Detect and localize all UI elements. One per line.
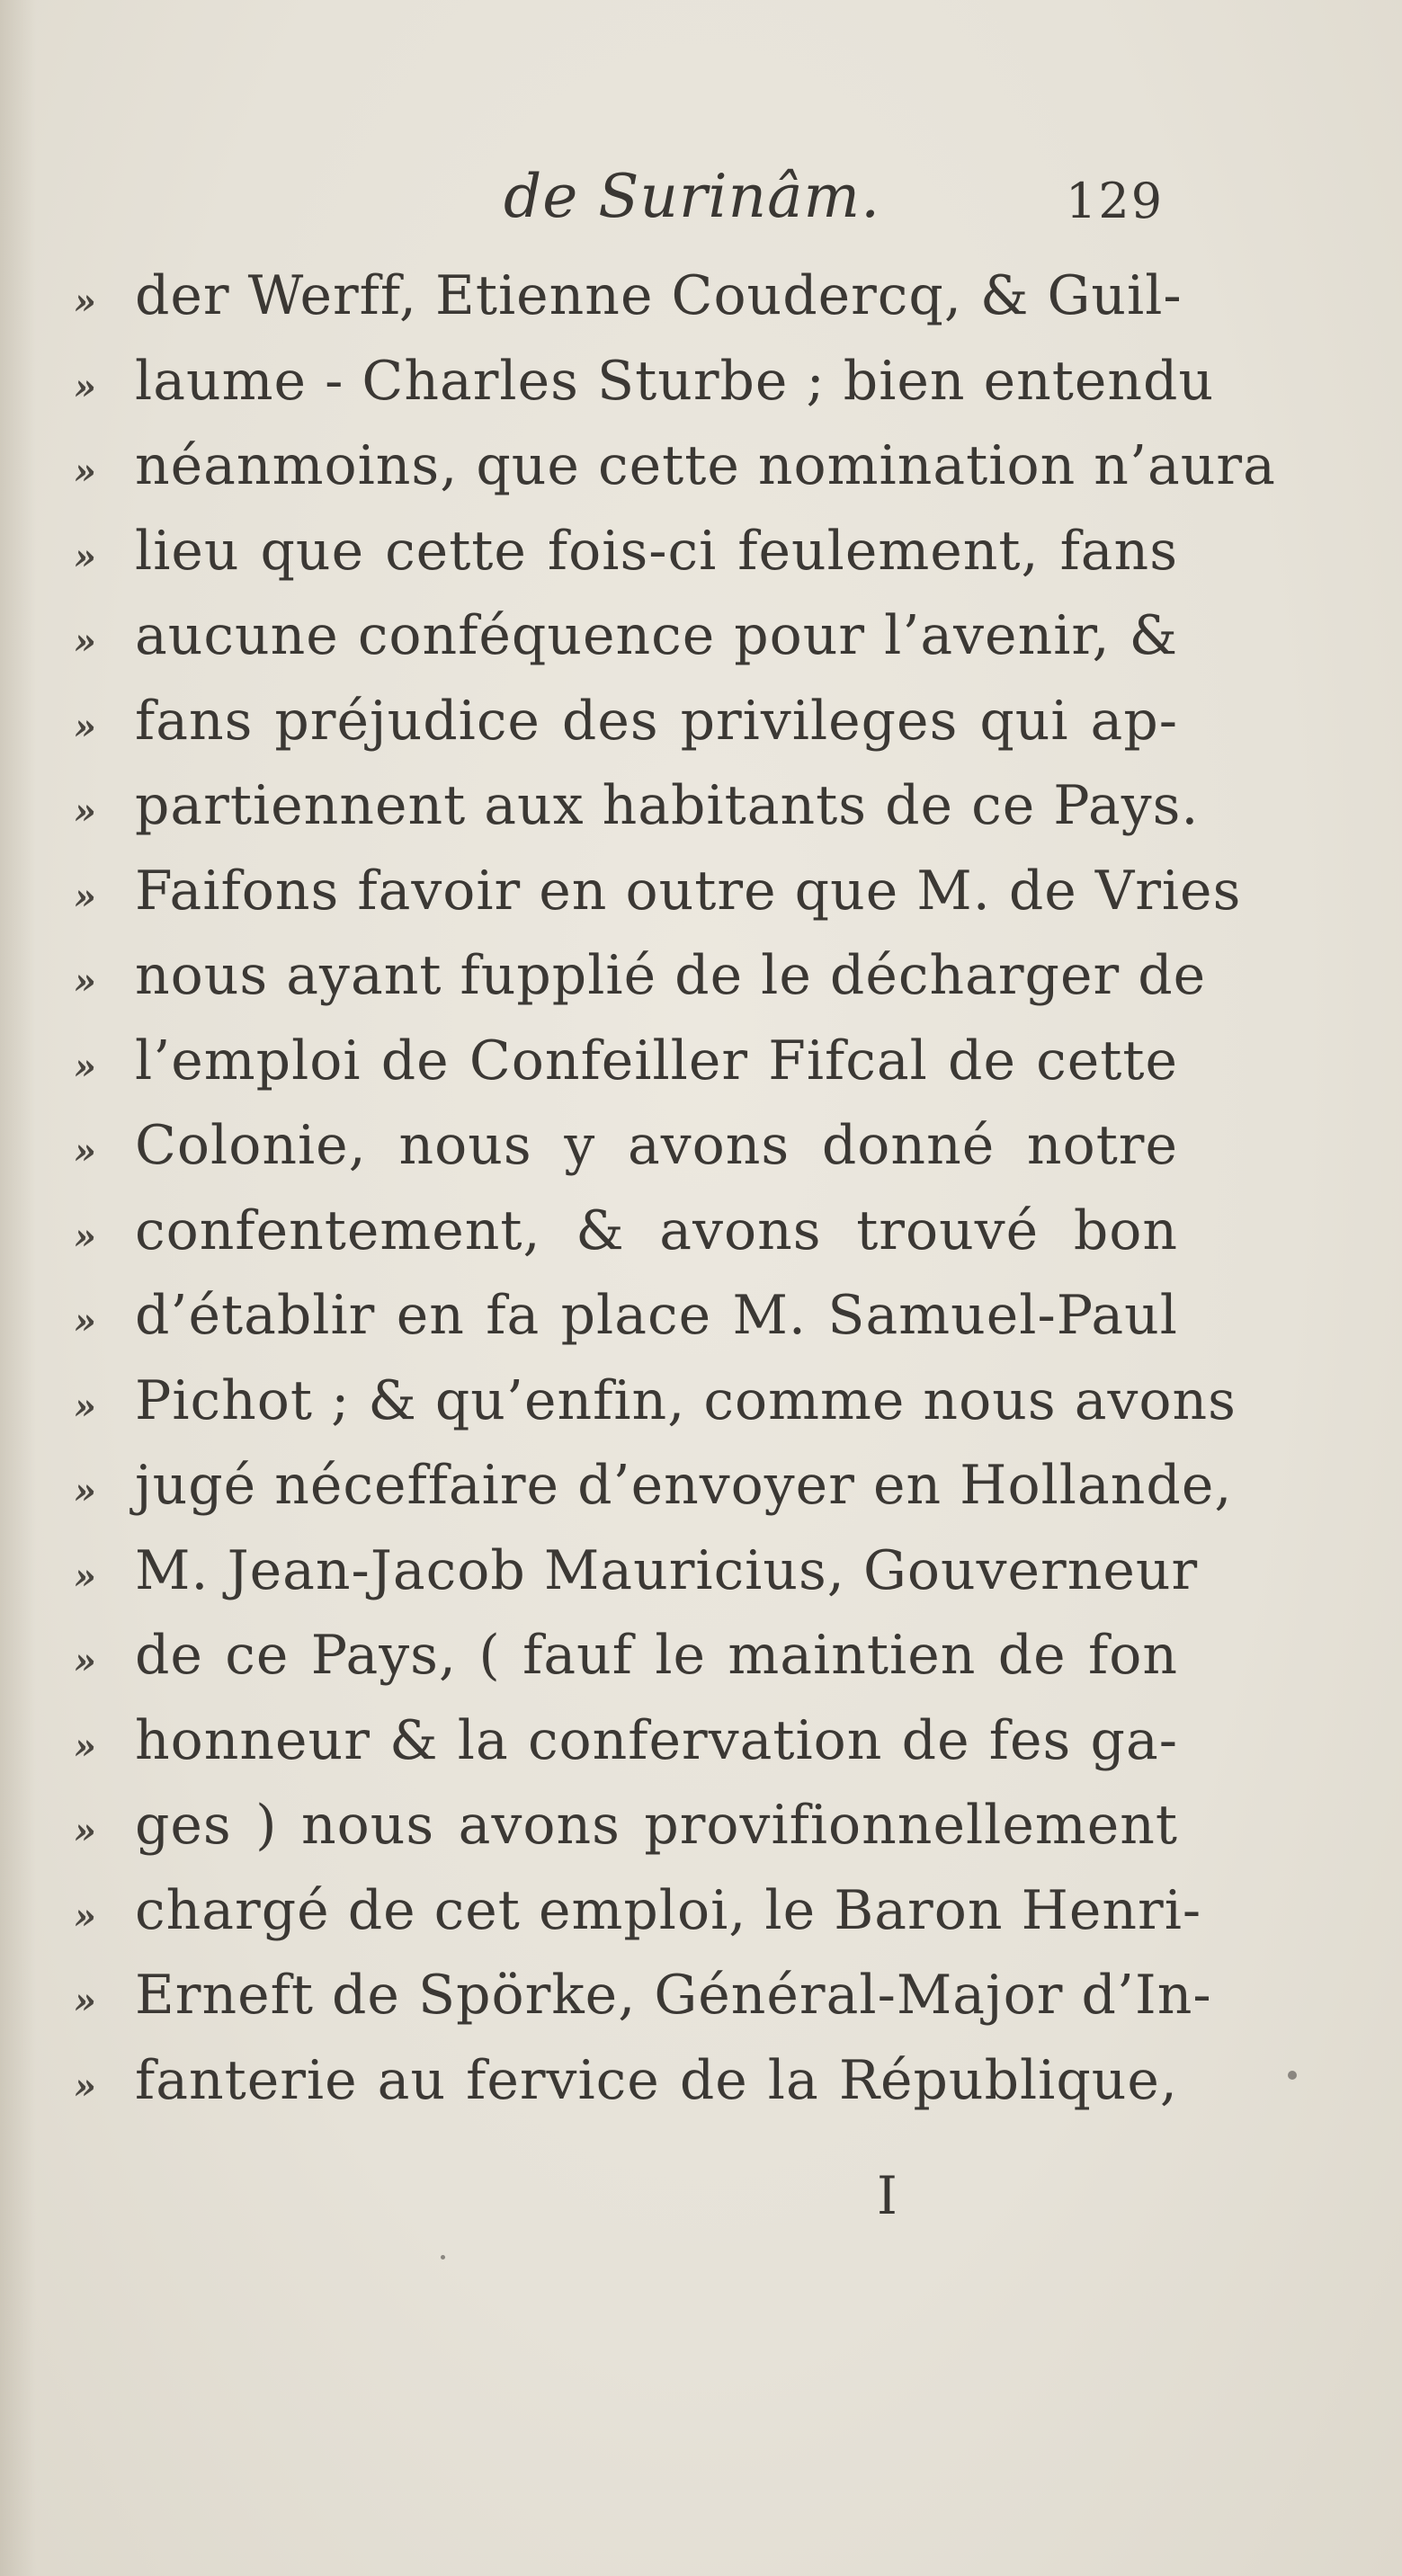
line-text: de ce Pays, ( fauf le maintien de fon bbox=[135, 1624, 1178, 1687]
quote-mark: » bbox=[74, 1045, 96, 1088]
line-text: Colonie, nous y avons donné notre bbox=[135, 1114, 1178, 1177]
line-text: jugé néceffaire d’envoyer en Hollande, bbox=[135, 1454, 1233, 1517]
text-line bbox=[0, 1103, 1402, 1189]
text-line bbox=[0, 423, 1402, 509]
text-line bbox=[0, 1443, 1402, 1529]
page-number: 129 bbox=[1066, 173, 1165, 229]
line-text: laume - Charles Sturbe ; bien entendu bbox=[135, 349, 1215, 413]
text-line bbox=[0, 2038, 1402, 2124]
text-line bbox=[0, 1189, 1402, 1274]
line-text: aucune conféquence pour l’avenir, & bbox=[135, 604, 1178, 667]
line-text: M. Jean-Jacob Mauricius, Gouverneur bbox=[135, 1538, 1199, 1602]
quote-mark: » bbox=[74, 1980, 96, 2022]
text-line bbox=[0, 1273, 1402, 1359]
line-text: der Werff, Etienne Coudercq, & Guil- bbox=[135, 264, 1183, 327]
quote-mark: » bbox=[74, 1725, 96, 1768]
quote-mark: » bbox=[74, 1555, 96, 1598]
text-line bbox=[0, 254, 1402, 339]
quote-mark: » bbox=[74, 705, 96, 748]
line-text: partiennent aux habitants de ce Pays. bbox=[135, 774, 1200, 837]
quote-mark: » bbox=[74, 1215, 96, 1258]
line-text: l’emploi de Confeiller Fifcal de cette bbox=[135, 1029, 1178, 1092]
quote-mark: » bbox=[74, 1470, 96, 1512]
quote-mark: » bbox=[74, 790, 96, 833]
text-line bbox=[0, 849, 1402, 934]
quote-mark: » bbox=[74, 1300, 96, 1342]
line-text: chargé de cet emploi, le Baron Henri- bbox=[135, 1878, 1202, 1942]
text-line bbox=[0, 1529, 1402, 1614]
body-text bbox=[0, 254, 1402, 2123]
paper-speck bbox=[441, 2255, 445, 2260]
text-line bbox=[0, 339, 1402, 424]
line-text: nous ayant fupplié de le décharger de bbox=[135, 944, 1207, 1007]
text-line bbox=[0, 509, 1402, 594]
text-line bbox=[0, 1019, 1402, 1104]
quote-mark: » bbox=[74, 1810, 96, 1852]
quote-mark: » bbox=[74, 1130, 96, 1172]
line-text: confentement, & avons trouvé bon bbox=[135, 1199, 1178, 1262]
quote-mark: » bbox=[74, 535, 96, 578]
text-line bbox=[0, 593, 1402, 679]
text-line bbox=[0, 1783, 1402, 1868]
quote-mark: » bbox=[74, 365, 96, 408]
running-title: de Surinâm. bbox=[504, 162, 881, 231]
paper-speck bbox=[1288, 2071, 1297, 2080]
line-text: honneur & la confervation de fes ga- bbox=[135, 1708, 1178, 1772]
quote-mark: » bbox=[74, 620, 96, 663]
page-header bbox=[0, 162, 1402, 261]
quote-mark: » bbox=[74, 960, 96, 1003]
line-text: fanterie au fervice de la République, bbox=[135, 2048, 1178, 2112]
text-line bbox=[0, 763, 1402, 849]
line-text: Erneft de Spörke, Général-Major d’In- bbox=[135, 1964, 1212, 2027]
signature-mark: I bbox=[877, 2165, 897, 2226]
quote-mark: » bbox=[74, 1640, 96, 1682]
quote-mark: » bbox=[74, 281, 96, 323]
quote-mark: » bbox=[74, 1894, 96, 1938]
text-line bbox=[0, 1613, 1402, 1698]
line-text: ges ) nous avons provifionnellement bbox=[135, 1794, 1178, 1857]
quote-mark: » bbox=[74, 2064, 96, 2108]
text-line bbox=[0, 1953, 1402, 2038]
line-text: Faifons favoir en outre que M. de Vries bbox=[135, 859, 1242, 923]
text-line bbox=[0, 933, 1402, 1019]
quote-mark: » bbox=[74, 875, 96, 918]
line-text: fans préjudice des privileges qui ap- bbox=[135, 689, 1178, 753]
text-line bbox=[0, 679, 1402, 764]
line-text: d’établir en fa place M. Samuel-Paul bbox=[135, 1284, 1178, 1347]
quote-mark: » bbox=[74, 1385, 96, 1428]
line-text: Pichot ; & qu’enfin, comme nous avons bbox=[135, 1368, 1237, 1432]
line-text: néanmoins, que cette nomination n’aura bbox=[135, 434, 1276, 497]
line-text: lieu que cette fois-ci feulement, fans bbox=[135, 519, 1178, 583]
text-line bbox=[0, 1359, 1402, 1444]
text-line bbox=[0, 1868, 1402, 1954]
text-line bbox=[0, 1698, 1402, 1784]
quote-mark: » bbox=[74, 450, 96, 493]
